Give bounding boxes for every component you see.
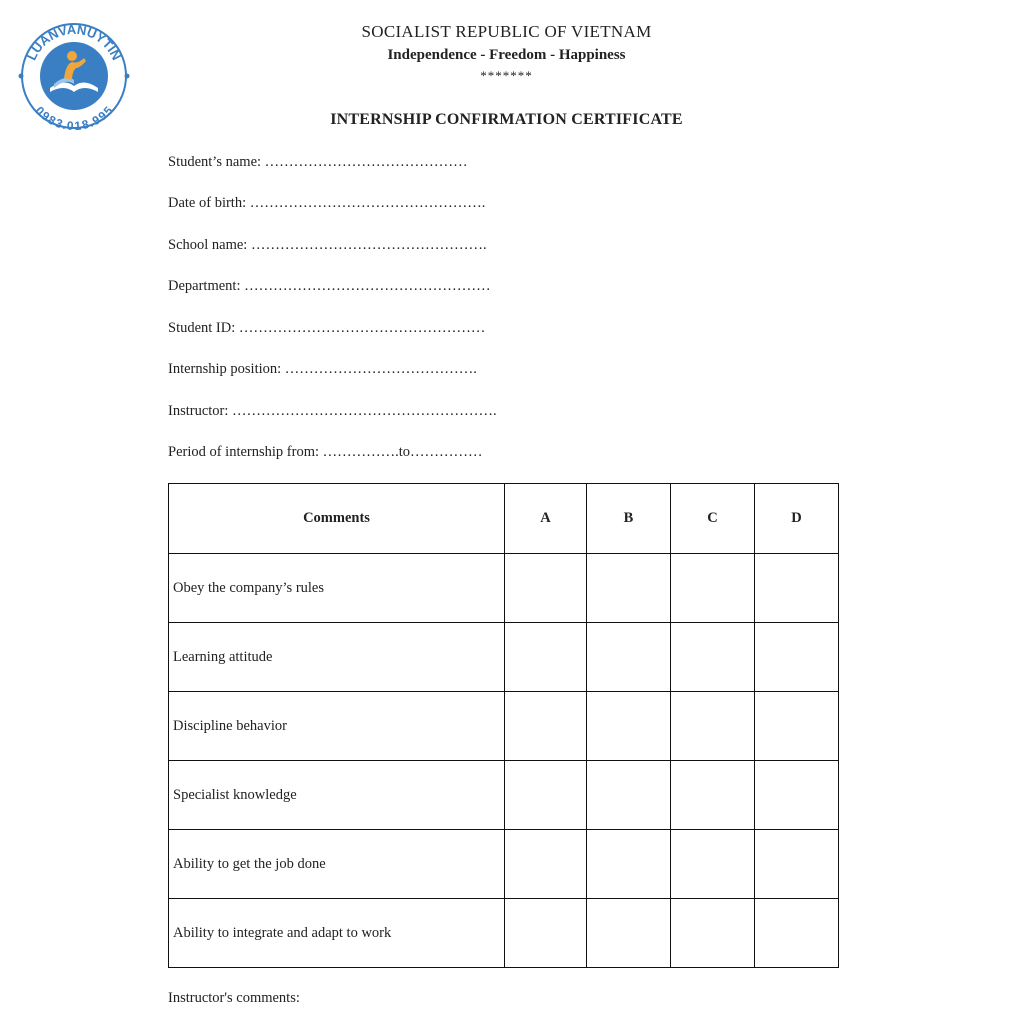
- nation-heading: SOCIALIST REPUBLIC OF VIETNAM: [361, 22, 652, 41]
- grade-cell-b[interactable]: [587, 692, 671, 761]
- grade-cell-a[interactable]: [505, 761, 587, 830]
- criterion-label: Learning attitude: [169, 623, 505, 692]
- field-internship-period: Period of internship from: …………….to……………: [168, 444, 483, 460]
- criterion-label: Ability to get the job done: [169, 830, 505, 899]
- grade-cell-d[interactable]: [755, 623, 839, 692]
- field-internship-position: Internship position: ………………………………….: [168, 361, 477, 377]
- grade-cell-c[interactable]: [671, 761, 755, 830]
- table-row: [169, 761, 839, 830]
- grade-cell-b[interactable]: [587, 554, 671, 623]
- table-row: [169, 830, 839, 899]
- grade-cell-c[interactable]: [671, 899, 755, 968]
- header-comments: Comments: [169, 484, 505, 554]
- table-row: [169, 692, 839, 761]
- grade-cell-b[interactable]: [587, 830, 671, 899]
- field-instructor: Instructor: ……………………………………………….: [168, 403, 497, 419]
- instructor-comments-label: Instructor's comments:: [168, 990, 300, 1006]
- grade-cell-c[interactable]: [671, 554, 755, 623]
- header-grade-a: A: [505, 484, 587, 554]
- grade-cell-c[interactable]: [671, 830, 755, 899]
- grade-cell-a[interactable]: [505, 692, 587, 761]
- grade-cell-a[interactable]: [505, 554, 587, 623]
- document-title: INTERNSHIP CONFIRMATION CERTIFICATE: [330, 111, 683, 128]
- stars-divider: *******: [480, 68, 533, 83]
- grade-cell-a[interactable]: [505, 623, 587, 692]
- field-student-name: Student’s name: ……………………………………: [168, 154, 468, 170]
- grade-cell-d[interactable]: [755, 761, 839, 830]
- header-grade-d: D: [755, 484, 839, 554]
- field-department: Department: ……………………………………………: [168, 278, 491, 294]
- criterion-label: Specialist knowledge: [169, 761, 505, 830]
- grade-cell-d[interactable]: [755, 554, 839, 623]
- motto-heading: Independence - Freedom - Happiness: [387, 47, 626, 63]
- grade-cell-d[interactable]: [755, 692, 839, 761]
- criterion-label: Discipline behavior: [169, 692, 505, 761]
- grade-cell-b[interactable]: [587, 623, 671, 692]
- field-student-id: Student ID: ……………………………………………: [168, 320, 486, 336]
- criterion-label: Ability to integrate and adapt to work: [169, 899, 505, 968]
- grade-cell-d[interactable]: [755, 830, 839, 899]
- grade-cell-c[interactable]: [671, 623, 755, 692]
- grade-cell-b[interactable]: [587, 899, 671, 968]
- logo-phone-text: 0983.018.995: [32, 103, 116, 134]
- logo-brand-text: LUANVANUYTIN: [23, 21, 125, 63]
- grade-cell-b[interactable]: [587, 761, 671, 830]
- grade-cell-a[interactable]: [505, 830, 587, 899]
- header-grade-c: C: [671, 484, 755, 554]
- evaluation-table: [168, 483, 839, 968]
- table-row: [169, 623, 839, 692]
- table-header-row: [169, 484, 839, 554]
- table-row: [169, 899, 839, 968]
- header-grade-b: B: [587, 484, 671, 554]
- grade-cell-c[interactable]: [671, 692, 755, 761]
- criterion-label: Obey the company’s rules: [169, 554, 505, 623]
- field-date-of-birth: Date of birth: ………………………………………….: [168, 195, 486, 211]
- grade-cell-a[interactable]: [505, 899, 587, 968]
- grade-cell-d[interactable]: [755, 899, 839, 968]
- field-school-name: School name: ………………………………………….: [168, 237, 487, 253]
- table-row: [169, 554, 839, 623]
